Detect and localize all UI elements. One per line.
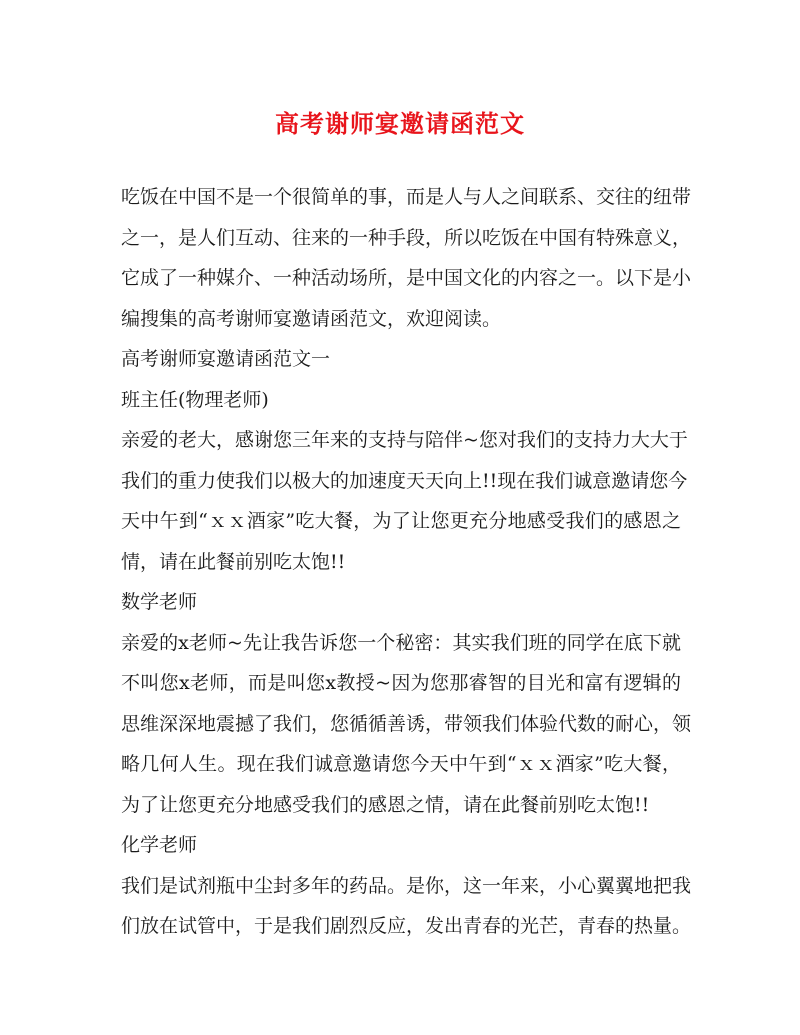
text-line: 吃饭在中国不是一个很简单的事，而是人与人之间联系、交往的纽带 [121,186,692,208]
document-body [121,177,692,947]
text-line: 之一，是人们互动、往来的一种手段，所以吃饭在中国有特殊意义， [121,226,692,249]
text-line: 略几何人生。现在我们诚意邀请您今天中午到“ｘｘ酒家”吃大餐， [121,753,681,775]
text-line: 天中午到“ｘｘ酒家”吃大餐，为了让您更充分地感受我们的感恩之 [121,510,681,532]
text-line: 亲爱的x老师~先让我告诉您一个秘密：其实我们班的同学在底下就 [121,631,681,654]
text-line: 们放在试管中，于是我们剧烈反应，发出青春的光芒，青春的热量。 [121,915,692,937]
text-line: 我们的重力使我们以极大的加速度天天向上!!现在我们诚意邀请您今 [121,469,688,492]
text-line: 不叫您x老师，而是叫您x教授~因为您那睿智的目光和富有逻辑的 [121,672,681,694]
text-line: 编搜集的高考谢师宴邀请函范文，欢迎阅读。 [121,307,502,330]
text-line: 亲爱的老大，感谢您三年来的支持与陪伴~您对我们的支持力大大于 [121,429,688,451]
text-line: 它成了一种媒介、一种活动场所，是中国文化的内容之一。以下是小 [121,267,692,289]
text-line: 情，请在此餐前别吃太饱!! [121,550,346,573]
text-line: 班主任(物理老师) [121,388,269,411]
text-line: 思维深深地震撼了我们，您循循善诱，带领我们体验代数的耐心，领 [121,712,692,735]
document-title: 高考谢师宴邀请函范文 [275,109,525,138]
text-line: 化学老师 [121,834,198,856]
text-line: 我们是试剂瓶中尘封多年的药品。是你，这一年来，小心翼翼地把我 [121,874,692,897]
text-line: 为了让您更充分地感受我们的感恩之情，请在此餐前别吃太饱!! [121,793,650,816]
text-line: 高考谢师宴邀请函范文一 [121,348,331,370]
text-line: 数学老师 [121,591,198,613]
